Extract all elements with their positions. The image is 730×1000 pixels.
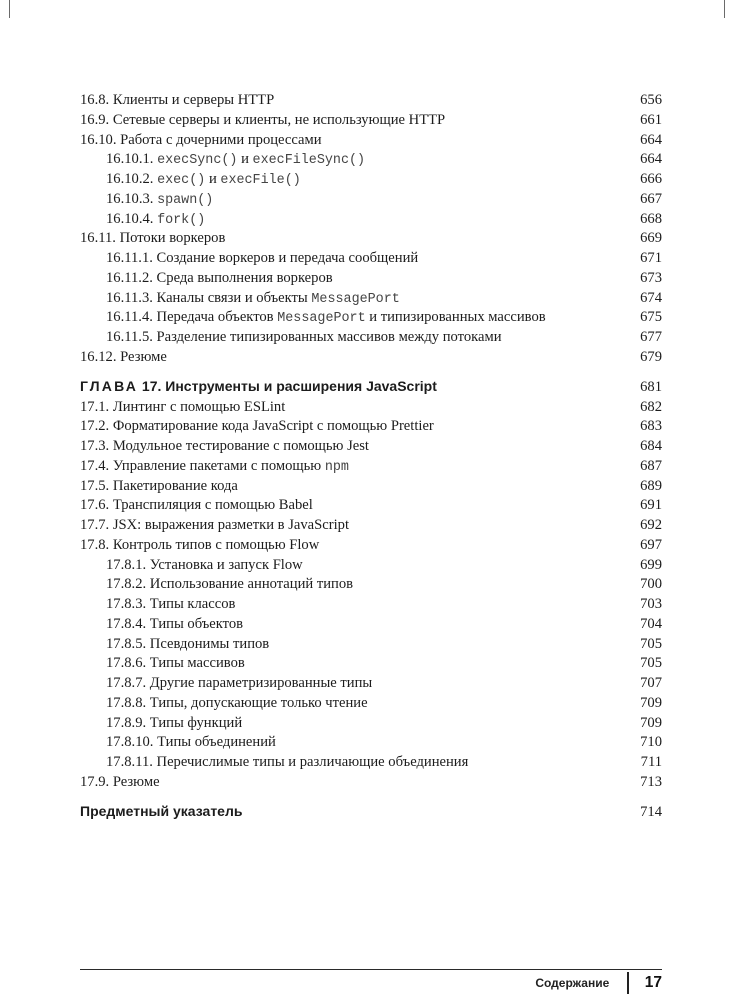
toc-entry [80,269,662,289]
toc-index-entry [80,799,662,823]
toc-entry [80,575,662,595]
page-number: 17 [644,974,662,991]
toc-page-number: 683 [640,418,662,435]
toc-entry [80,328,662,348]
toc-entry [80,348,662,368]
toc-page-number: 709 [640,694,662,711]
toc-text-fragment: 17.8.5. Псевдонимы типов [106,635,270,652]
toc-page-number: 692 [640,517,662,533]
toc-entry [80,694,662,714]
toc-entry-title [80,249,418,269]
toc-entry-title [80,556,303,576]
toc-page-number: 705 [640,655,662,672]
toc-code-fragment: execFile() [220,173,301,188]
toc-page-number: 687 [640,457,662,474]
crop-mark-right [724,0,725,18]
crop-mark-left [9,0,10,18]
toc-entry [80,773,662,793]
toc-text-fragment: 17.8.1. Установка и запуск Flow [106,556,303,573]
toc-text-fragment: 16.11.2. Среда выполнения воркеров [106,269,333,286]
toc-text-fragment: 17.8.2. Использование аннотаций типов [106,576,354,593]
toc-entry [80,674,662,694]
footer-separator [627,972,629,994]
toc-text-fragment: 17.8.4. Типы объектов [106,615,244,632]
toc-entry [80,131,662,151]
toc-entry [80,210,662,230]
toc-page-number: 697 [640,536,662,553]
toc-page-number: 707 [640,675,662,691]
toc-page-number: 705 [640,635,662,652]
toc-text-fragment: 16.11.1. Создание воркеров и передача сообщений [106,250,419,266]
toc-text-fragment: и типизированных массивов [365,309,546,326]
toc-page-number: 668 [640,210,662,227]
toc-entry [80,437,662,457]
toc-entry-title [80,733,276,753]
toc-text-fragment: 17.8.6. Типы массивов [106,655,245,672]
toc-entry [80,457,662,477]
toc-entry [80,654,662,674]
toc-entry [80,536,662,556]
toc-page-number: 714 [640,803,662,820]
toc-entry-title [80,477,238,497]
toc-entry [80,477,662,497]
toc-text-fragment: 16.10.3. [106,190,158,207]
table-of-contents [80,91,662,823]
toc-page-number: 671 [640,250,662,266]
toc-entry-title [80,437,369,457]
toc-text-fragment: и [205,171,221,187]
toc-page-number: 669 [640,230,662,247]
toc-entry-title [80,536,319,556]
toc-entry [80,595,662,615]
toc-page-number: 704 [640,615,662,632]
toc-entry-title [80,210,205,231]
toc-entry-title [80,773,160,793]
toc-page-number: 666 [640,171,662,187]
toc-entry [80,635,662,655]
toc-entry [80,753,662,773]
toc-entry-title [80,348,167,368]
toc-entry [80,615,662,635]
toc-text-fragment: 17.4. Управление пакетами с помощью [80,457,325,474]
toc-text-fragment: 16.10. Работа с дочерними процессами [80,131,322,148]
toc-text-fragment: 17.8.9. Типы функций [106,714,243,731]
toc-entry-title [80,799,242,823]
toc-entry [80,289,662,309]
toc-entry [80,714,662,734]
toc-entry-title [80,229,225,249]
toc-page-number: 664 [640,131,662,148]
toc-text-fragment: 16.11.5. Разделение типизированных массивов между потоками [106,329,502,345]
toc-entry-title [80,289,400,310]
toc-entry-title [80,131,322,151]
toc-entry [80,733,662,753]
toc-text-fragment: 17.5. Пакетирование кода [80,477,238,494]
toc-entry [80,170,662,190]
toc-entry-title [80,753,468,773]
toc-text-fragment: 17.9. Резюме [80,773,160,790]
toc-page-number: 673 [640,269,662,286]
toc-entry-title [80,575,353,595]
toc-page-number: 667 [640,190,662,207]
toc-page-number: 684 [640,438,662,454]
toc-entry [80,496,662,516]
toc-page-number: 711 [640,754,662,770]
toc-entry [80,516,662,536]
toc-code-fragment: npm [324,459,349,475]
toc-page-number: 664 [640,151,662,168]
toc-entry-title [80,308,546,329]
toc-entry-title [80,170,301,191]
toc-code-fragment: execSync() [157,153,238,169]
toc-code-fragment: MessagePort [277,311,366,327]
toc-entry-title [80,457,349,478]
toc-entry-title [80,496,313,516]
toc-entry [80,398,662,418]
toc-text-fragment: 16.10.4. [106,210,158,227]
toc-page-number: 689 [640,477,662,494]
toc-page-number: 710 [640,734,662,751]
toc-entry [80,91,662,111]
toc-code-fragment: MessagePort [311,291,400,307]
toc-text-fragment: 16.11. Потоки воркеров [80,230,226,247]
toc-text-fragment: 16.9. Сетевые серверы и клиенты, не использующие HTTP [80,111,446,128]
toc-page-number: 713 [640,773,662,790]
toc-text-fragment: 17.8.11. Перечислимые типы и различающие объединения [106,754,469,770]
toc-entry-title [80,417,434,437]
toc-chapter-heading [80,374,662,398]
toc-entry-title [80,91,274,111]
toc-entry-title [80,190,213,211]
toc-page-number: 703 [640,596,662,612]
toc-entry-title [80,595,235,615]
toc-page-number: 681 [640,378,662,395]
toc-code-fragment: fork() [157,212,206,228]
toc-entry [80,190,662,210]
toc-entry [80,249,662,269]
running-footer-label: Содержание [535,976,610,990]
toc-page-number: 679 [640,348,662,365]
toc-page-number: 656 [640,92,662,108]
toc-page-number: 661 [640,111,662,128]
toc-text-fragment: 17. Инструменты и расширения JavaScript [138,377,437,394]
toc-code-fragment: execFileSync() [252,153,366,169]
toc-page-number: 699 [640,556,662,573]
toc-code-fragment: exec() [157,173,206,188]
toc-text-fragment: 17.2. Форматирование кода JavaScript с помощью Prettier [80,418,434,435]
toc-page-number: 675 [640,309,662,326]
toc-page-number: 677 [640,329,662,345]
toc-text-fragment: и [237,151,253,168]
toc-text-fragment: 16.10.1. [106,151,158,168]
toc-entry [80,150,662,170]
toc-page-number: 691 [640,497,662,514]
toc-page-number: 674 [640,289,662,306]
toc-entry [80,111,662,131]
toc-entry-title [80,615,243,635]
toc-entry-title [80,674,372,694]
toc-text-fragment: 16.8. Клиенты и серверы HTTP [80,92,275,108]
toc-text-fragment: 17.7. JSX: выражения разметки в JavaScript [80,517,349,533]
toc-entry-title [80,328,502,348]
toc-entry-title [80,714,242,734]
toc-entry-title [80,635,269,655]
toc-text-fragment: Предметный указатель [80,802,243,819]
toc-text-fragment: 17.6. Транспиляция с помощью Babel [80,497,313,514]
toc-text-fragment: 17.8.7. Другие параметризированные типы [106,675,373,691]
toc-text-fragment: 17.8.8. Типы, допускающие только чтение [106,694,368,711]
toc-text-fragment: 16.12. Резюме [80,348,167,365]
toc-page-number: 709 [640,714,662,731]
toc-entry [80,417,662,437]
toc-entry-title [80,516,349,536]
toc-entry-title [80,269,333,289]
toc-page-number: 700 [640,576,662,593]
toc-entry [80,556,662,576]
page-footer [535,970,662,996]
toc-entry [80,229,662,249]
toc-entry-title [80,694,368,714]
toc-entry-title [80,654,245,674]
toc-text-fragment: 17.8. Контроль типов с помощью Flow [80,536,320,553]
toc-text-fragment: 17.1. Линтинг с помощью ESLint [80,398,286,415]
toc-text-fragment: 16.10.2. [106,171,158,187]
toc-text-fragment: 17.3. Модульное тестирование с помощью Jest [80,438,369,454]
toc-entry [80,308,662,328]
toc-entry-title [80,374,437,398]
toc-text-fragment: 17.8.10. Типы объединений [106,734,276,751]
toc-entry-title [80,111,445,131]
toc-chapter-word: ГЛАВА [80,377,139,394]
toc-text-fragment: 17.8.3. Типы классов [106,596,236,612]
toc-text-fragment: 16.11.4. Передача объектов [106,309,278,326]
toc-code-fragment: spawn() [157,192,214,208]
toc-page-number: 682 [640,398,662,415]
toc-text-fragment: 16.11.3. Каналы связи и объекты [106,289,312,306]
toc-entry-title [80,398,285,418]
toc-entry-title [80,150,365,171]
